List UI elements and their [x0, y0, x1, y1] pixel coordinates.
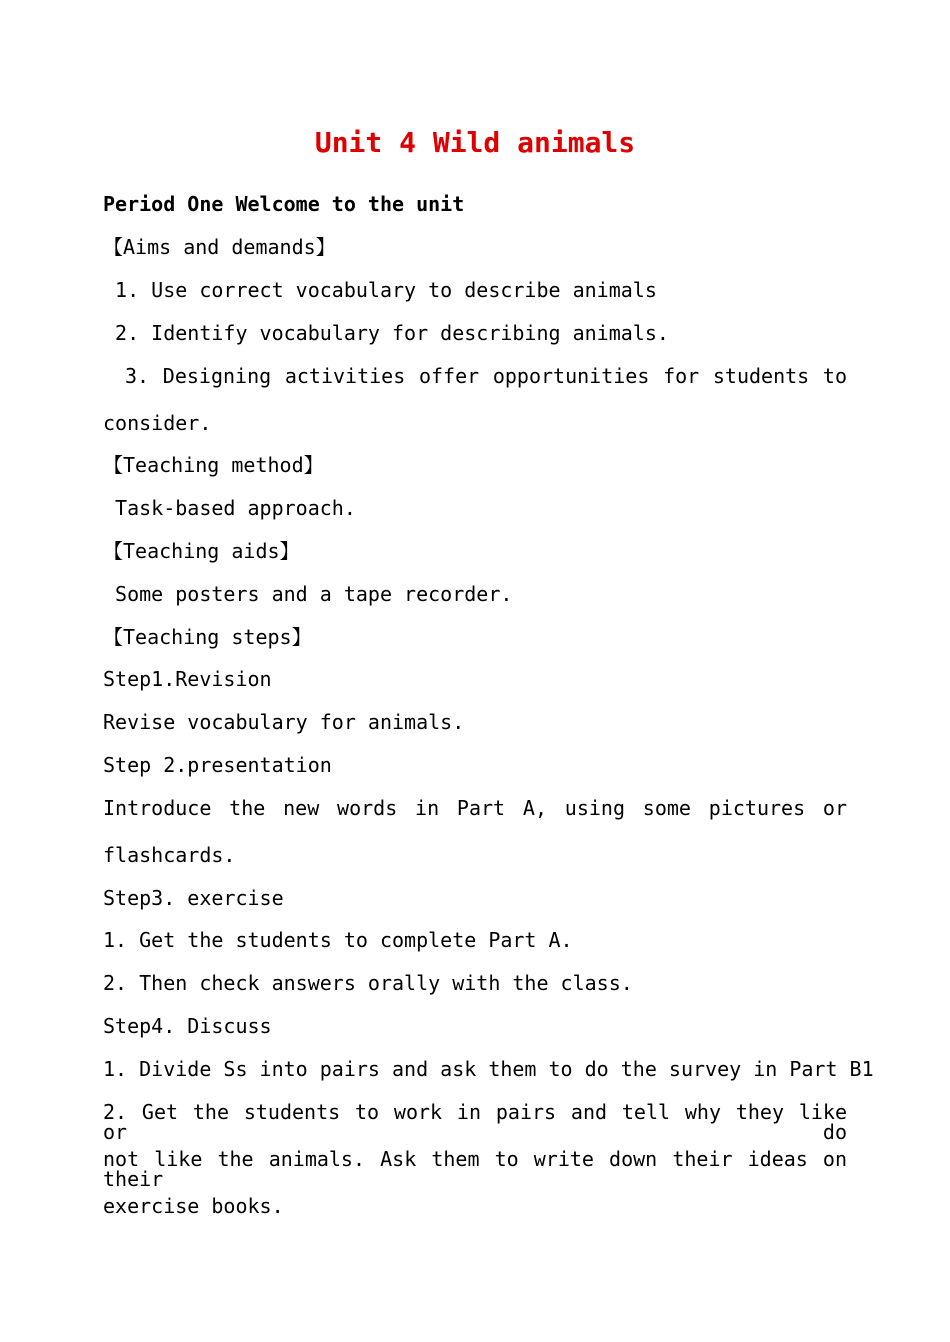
- aim-item-3: 3. Designing activities offer opportunities for students to: [125, 364, 847, 388]
- step3-item-2: 2. Then check answers orally with the class.: [103, 971, 633, 995]
- method-text: Task-based approach.: [103, 496, 356, 520]
- step3-item-1: 1. Get the students to complete Part A.: [103, 928, 573, 952]
- step2-title: Step 2.presentation: [103, 753, 332, 777]
- aim-item-2: 2. Identify vocabulary for describing animals.: [103, 321, 669, 345]
- step4-title: Step4. Discuss: [103, 1014, 272, 1038]
- step4-item-1: 1. Divide Ss into pairs and ask them to do the survey in Part B1: [103, 1057, 874, 1081]
- aims-heading: 【Aims and demands】: [103, 235, 336, 259]
- aim-item-1: 1. Use correct vocabulary to describe animals: [103, 278, 657, 302]
- step2-text: Introduce the new words in Part A, using some pictures or: [103, 796, 847, 820]
- step4-item-2: 2. Get the students to work in pairs and tell why they like or do: [103, 1100, 847, 1144]
- step1-text: Revise vocabulary for animals.: [103, 710, 465, 734]
- period-heading: Period One Welcome to the unit: [103, 192, 465, 216]
- method-heading: 【Teaching method】: [103, 453, 324, 477]
- aim-item-3-continued: consider.: [103, 411, 212, 435]
- step2-text-continued: flashcards.: [103, 843, 236, 867]
- aids-text: Some posters and a tape recorder.: [103, 582, 513, 606]
- aids-heading: 【Teaching aids】: [103, 539, 300, 563]
- step4-item-2-continued: not like the animals. Ask them to write down their ideas on their: [103, 1147, 847, 1191]
- steps-heading: 【Teaching steps】: [103, 625, 312, 649]
- step4-item-2-end: exercise books.: [103, 1194, 284, 1218]
- step3-title: Step3. exercise: [103, 886, 284, 910]
- document-title: Unit 4 Wild animals: [314, 126, 636, 159]
- step1-title: Step1.Revision: [103, 667, 272, 691]
